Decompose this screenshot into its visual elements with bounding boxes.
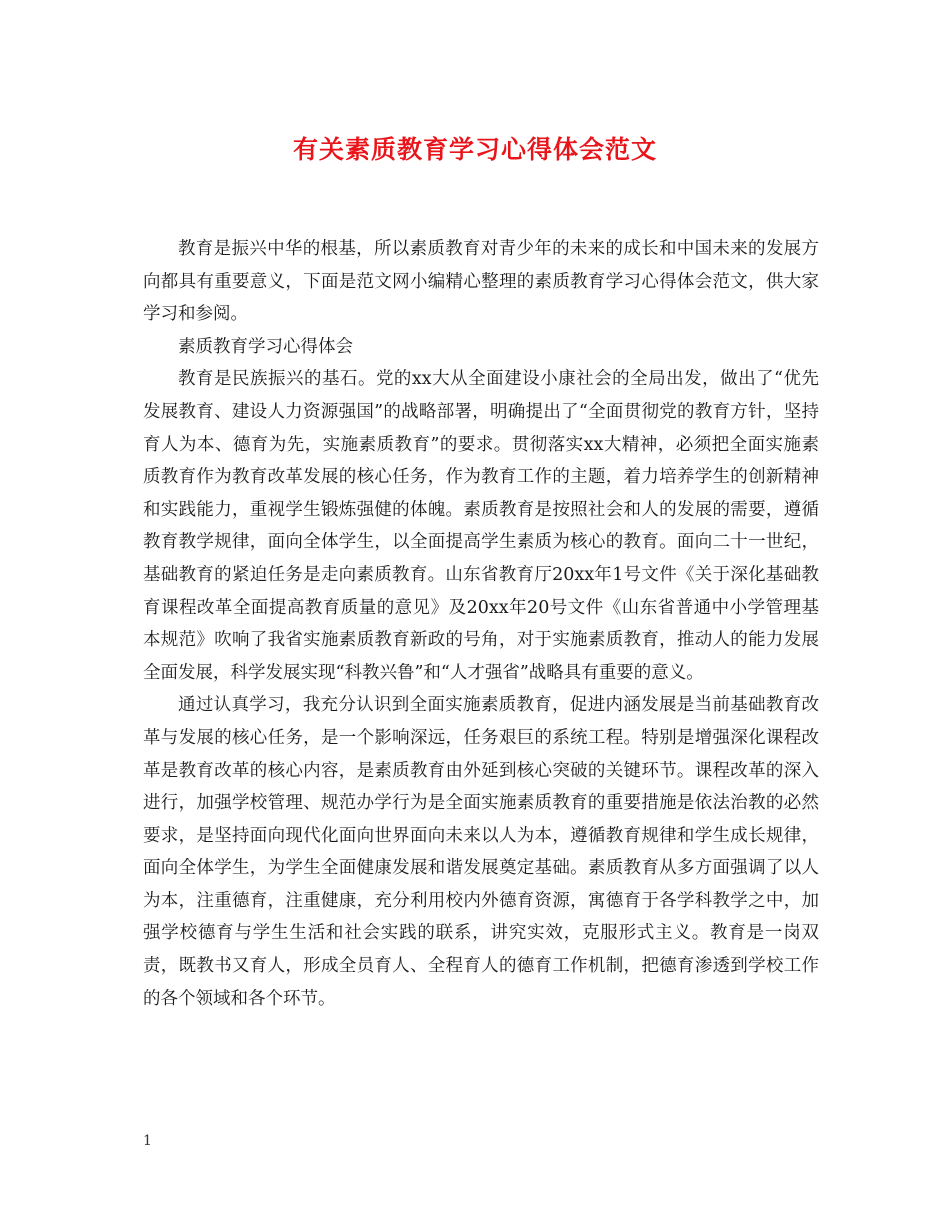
document-body bbox=[143, 233, 819, 1015]
body-paragraph-1: 教育是民族振兴的基石。党的xx大从全面建设小康社会的全局出发，做出了“优先发展教育、建设人力资源强国”的战略部署，明确提出了“全面贯彻党的教育方针，坚持育人为本、德育为先，实施素质教育”的要求。贯彻落实xx大精神，必须把全面实施素质教育作为教育改革发展的核心任务，作为教育工作的主题，着力培养学生的创新精神和实践能力，重视学生锻炼强健的体魄。素质教育是按照社会和人的发展的需要，遵循教育教学规律，面向全体学生，以全面提高学生素质为核心的教育。面向二十一世纪，基础教育的紧迫任务是走向素质教育。山东省教育厅20xx年1号文件《关于深化基础教育课程改革全面提高教育质量的意见》及20xx年20号文件《山东省普通中小学管理基本规范》吹响了我省实施素质教育新政的号角，对于实施素质教育，推动人的能力发展全面发展，科学发展实现“科教兴鲁”和“人才强省”战略具有重要的意义。 bbox=[143, 369, 819, 683]
section-heading: 素质教育学习心得体会 bbox=[178, 336, 353, 357]
page-number: 1 bbox=[143, 1133, 152, 1149]
document-title: 有关素质教育学习心得体会范文 bbox=[292, 135, 657, 164]
intro-paragraph: 教育是振兴中华的根基，所以素质教育对青少年的未来的成长和中国未来的发展方向都具有重要意义，下面是范文网小编精心整理的素质教育学习心得体会范文，供大家学习和参阅。 bbox=[143, 239, 819, 325]
body-paragraph-2: 通过认真学习，我充分认识到全面实施素质教育，促进内涵发展是当前基础教育改革与发展的核心任务，是一个影响深远，任务艰巨的系统工程。特别是增强深化课程改革是教育改革的核心内容，是素质教育由外延到核心突破的关键环节。课程改革的深入进行，加强学校管理、规范办学行为是全面实施素质教育的重要措施是依法治教的必然要求，是坚持面向现代化面向世界面向未来以人为本，遵循教育规律和学生成长规律，面向全体学生，为学生全面健康发展和谐发展奠定基础。素质教育从多方面强调了以人为本，注重德育，注重健康，充分利用校内外德育资源，寓德育于各学科教学之中，加强学校德育与学生生活和社会实践的联系，讲究实效，克服形式主义。教育是一岗双责，既教书又育人，形成全员育人、全程育人的德育工作机制，把德育渗透到学校工作的各个领域和各个环节。 bbox=[143, 695, 819, 1009]
